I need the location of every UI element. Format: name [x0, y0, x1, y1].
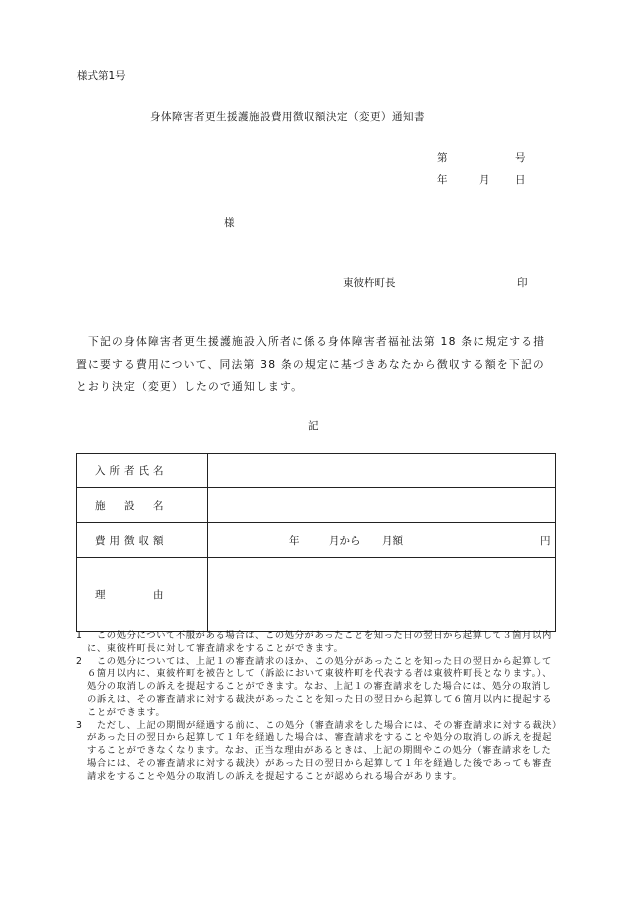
date-month-label: 月	[479, 174, 490, 186]
number-go-label: 号	[515, 152, 526, 164]
number-dai-label: 第	[437, 152, 448, 164]
resident-name-label: 入所者氏名	[77, 454, 208, 488]
note-text: ただし、上記の期間が経過する前に、この処分（審査請求をした場合には、その審査請求に対する裁決）があった日の翌日から起算して１年を経過した場合は、審査請求をすることや処分の取消しの訴えを提起することができなくなります。なお、正当な理由があるときは、上記の期間やこの処分（審査請求をした場合には、その審査請求に対する裁決）があった日の翌日から起算して１年を経過した後であっても審査請求をすることや処分の取消しの訴えを提起することが認められる場合があります。	[87, 719, 558, 782]
note-item	[76, 630, 558, 656]
fee-from-label: 月から	[329, 535, 361, 547]
facility-name-field[interactable]	[208, 488, 556, 523]
fee-amount-label: 費用徴収額	[77, 523, 208, 558]
note-text: この処分については、上記１の審査請求のほか、この処分があったことを知った日の翌日から起算して６箇月以内に、東彼杵町を被告として（訴訟において東彼杵町を代表する者は東彼杵町長となります。）、処分の取消しの訴えを提起することができます。なお、上記１の審査請求をした場合には、処分の取消しの訴えは、その審査請求に対する裁決があったことを知った日の翌日から起算して６箇月以内に提起することができます。	[87, 655, 553, 718]
note-number: 3	[76, 719, 83, 731]
reason-label: 理 由	[77, 558, 208, 632]
document-title: 身体障害者更生援護施設費用徴収額決定（変更）通知書	[150, 111, 425, 123]
date-day-label: 日	[515, 174, 526, 186]
recipient-honorific: 様	[224, 217, 235, 229]
table-row	[77, 558, 556, 632]
details-table	[76, 453, 556, 632]
note-item	[76, 656, 558, 720]
fee-year-label: 年	[289, 535, 300, 547]
reason-field[interactable]	[208, 558, 556, 632]
fee-monthly-label: 月額	[382, 535, 403, 547]
facility-name-label: 施 設 名	[77, 488, 208, 523]
table-row	[77, 488, 556, 523]
fee-amount-field[interactable]	[208, 523, 556, 558]
fee-yen-label: 円	[540, 535, 551, 547]
note-item	[76, 720, 558, 784]
date-year-label: 年	[437, 174, 448, 186]
seal-mark: 印	[517, 277, 528, 289]
notice-body: 下記の身体障害者更生援護施設入所者に係る身体障害者福祉法第 18 条に規定する措置に要する費用について、同法第 38 条の規定に基づきあなたから徴収する額を下記のとおり決定（変更）したので通知します。	[76, 335, 546, 393]
ki-heading: 記	[308, 420, 319, 432]
note-number: 1	[76, 630, 83, 641]
note-number: 2	[76, 655, 83, 667]
table-row	[77, 523, 556, 558]
resident-name-field[interactable]	[208, 454, 556, 488]
note-text: この処分について不服がある場合は、この処分があったことを知った日の翌日から起算して３箇月以内に、東彼杵町長に対して審査請求をすることができます。	[87, 630, 552, 654]
table-row	[77, 454, 556, 488]
issuer-name: 東彼杵町長	[343, 277, 396, 289]
form-number: 様式第1号	[77, 70, 126, 82]
notes-section	[76, 630, 558, 784]
